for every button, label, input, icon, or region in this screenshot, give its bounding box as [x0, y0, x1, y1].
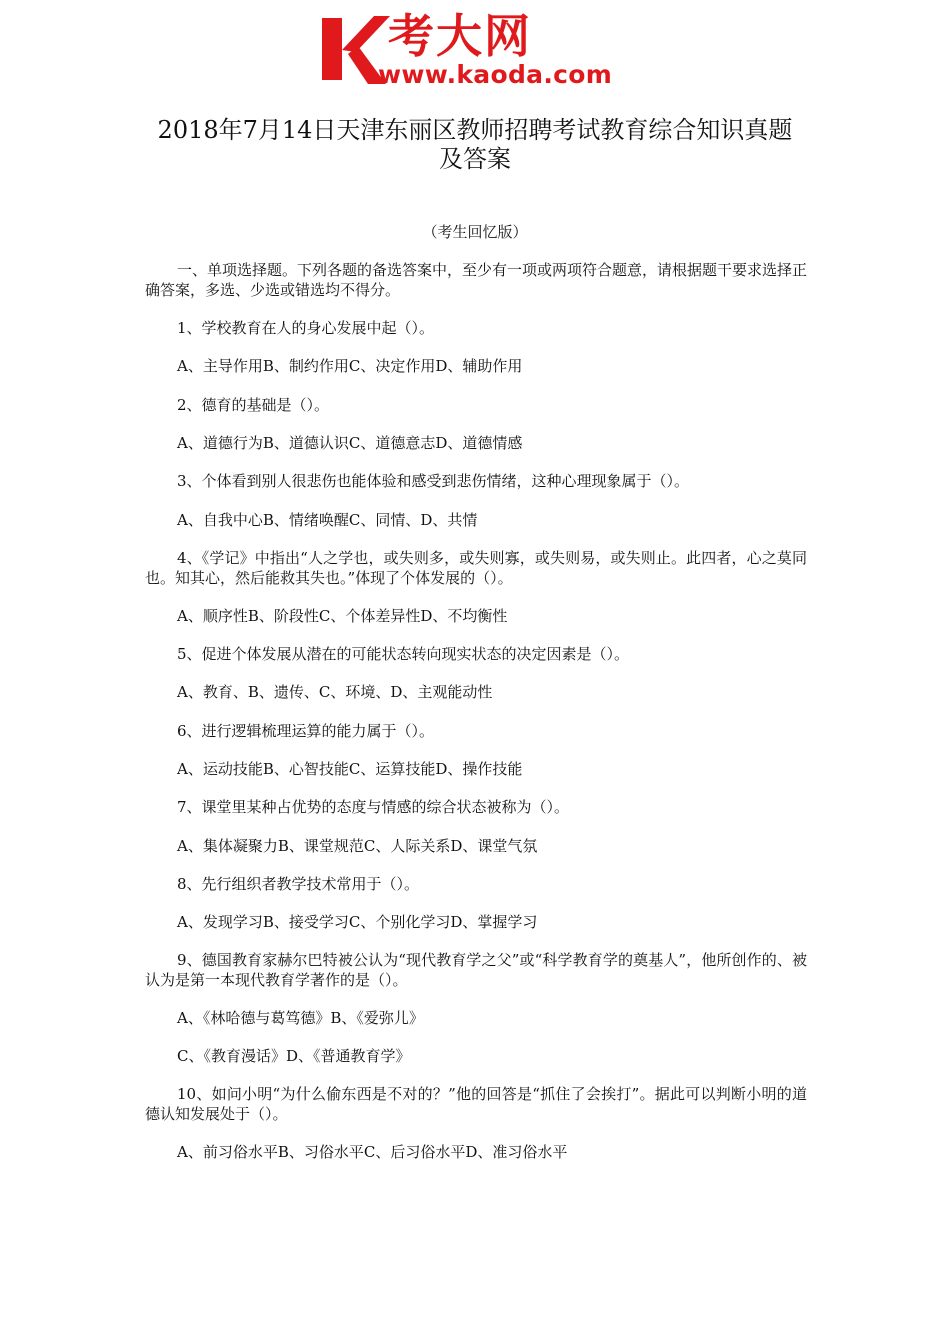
question-6: 6、进行逻辑梳理运算的能力属于（）。	[177, 722, 435, 740]
logo-chinese-text: 考大网	[388, 9, 532, 63]
document-subtitle: （考生回忆版）	[422, 223, 528, 241]
question-2: 2、德育的基础是（）。	[177, 396, 330, 414]
question-8: 8、先行组织者教学技术常用于（）。	[177, 875, 420, 893]
title-line-2: 及答案	[439, 145, 511, 173]
document-title	[100, 116, 850, 174]
question-9-options-a: A、《林哈德与葛笃德》B、《爱弥儿》	[177, 1009, 424, 1027]
title-line-1: 2018年7月14日天津东丽区教师招聘考试教育综合知识真题	[157, 116, 793, 144]
question-7-options: A、集体凝聚力B、课堂规范C、人际关系D、课堂气氛	[177, 837, 538, 855]
question-1: 1、学校教育在人的身心发展中起（）。	[177, 319, 435, 337]
logo-url-text: www.kaoda.com	[378, 60, 613, 89]
question-4-options: A、顺序性B、阶段性C、个体差异性D、不均衡性	[177, 607, 508, 625]
kaoda-logo	[318, 10, 638, 90]
question-6-options: A、运动技能B、心智技能C、运算技能D、操作技能	[177, 760, 523, 778]
question-9: 9、德国教育家赫尔巴特被公认为“现代教育学之父”或“科学教育学的奠基人”，他所创作的、被认为是第一本现代教育学著作的是（）。	[145, 951, 807, 989]
question-3: 3、个体看到别人很悲伤也能体验和感受到悲伤情绪，这种心理现象属于（）。	[177, 472, 690, 490]
question-10: 10、如问小明“为什么偷东西是不对的？”他的回答是“抓住了会挨打”。据此可以判断小明的道德认知发展处于（）。	[145, 1085, 807, 1123]
question-4: 4、《学记》中指出“人之学也，或失则多，或失则寡，或失则易，或失则止。此四者，心之莫同也。知其心，然后能救其失也。”体现了个体发展的（）。	[145, 549, 807, 587]
question-7: 7、课堂里某种占优势的态度与情感的综合状态被称为（）。	[177, 798, 570, 816]
question-1-options: A、主导作用B、制约作用C、决定作用D、辅助作用	[177, 357, 523, 375]
question-10-options: A、前习俗水平B、习俗水平C、后习俗水平D、准习俗水平	[177, 1143, 568, 1161]
question-5: 5、促进个体发展从潜在的可能状态转向现实状态的决定因素是（）。	[177, 645, 630, 663]
question-3-options: A、自我中心B、情绪唤醒C、同情、D、共情	[177, 511, 478, 529]
question-2-options: A、道德行为B、道德认识C、道德意志D、道德情感	[177, 434, 523, 452]
question-5-options: A、教育、B、遗传、C、环境、D、主观能动性	[177, 683, 493, 701]
question-8-options: A、发现学习B、接受学习C、个别化学习D、掌握学习	[177, 913, 538, 931]
section-instructions: 一、单项选择题。下列各题的备选答案中，至少有一项或两项符合题意，请根据题干要求选择正确答案，多选、少选或错选均不得分。	[145, 261, 808, 299]
question-9-options-c: C、《教育漫话》D、《普通教育学》	[177, 1047, 411, 1065]
